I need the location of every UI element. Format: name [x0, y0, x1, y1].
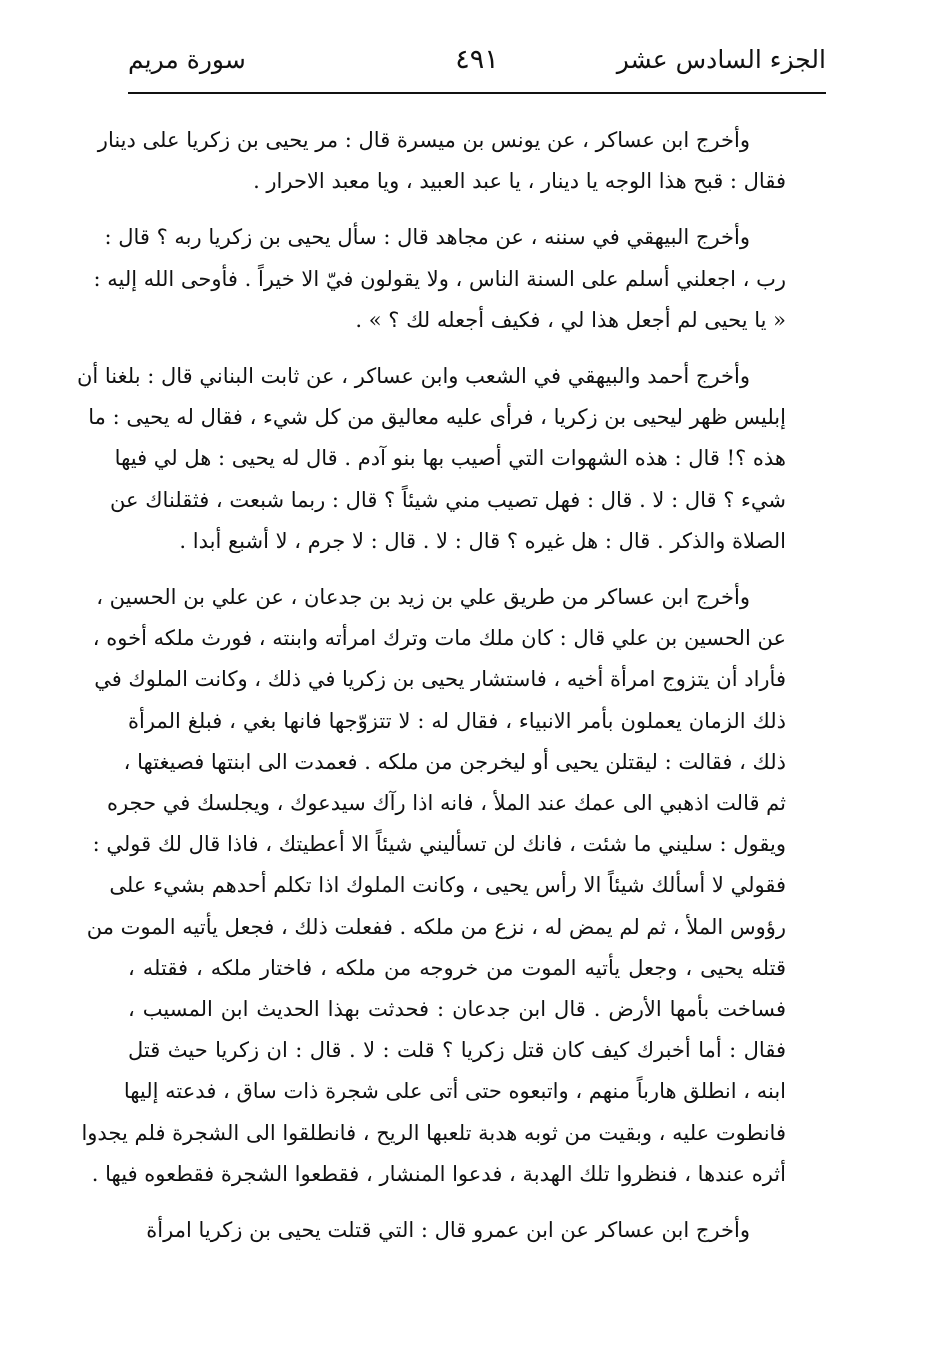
text-line: فأراد أن يتزوج امرأة أخيه ، فاستشار يحيى بن زكريا في ذلك ، وكانت الملوك في	[94, 667, 786, 692]
text-line: فقولي لا أسألك شيئاً الا رأس يحيى ، وكانت الملوك اذا تكلم أحدهم بشيء على	[109, 873, 786, 898]
text-line: ثم قالت اذهبي الى عمك عند الملأ ، فانه اذا رآك سيدعوك ، ويجلسك في حجره	[106, 791, 786, 816]
paragraph	[81, 577, 826, 1195]
page-body	[76, 120, 826, 1266]
page-header	[128, 40, 826, 90]
text-line: وأخرج ابن عساكر ، عن يونس بن ميسرة قال : مر يحيى بن زكريا على دينار	[97, 128, 750, 152]
text-line: قتله يحيى ، وجعل يأتيه الموت من خروجه من ملكه ، فاختار ملكه ، فقتله ،	[128, 955, 786, 980]
text-line: « يا يحيى لم أجعل هذا لي ، فكيف أجعله لك ؟ » .	[355, 307, 786, 332]
text-line: ذلك ، فقالت : ليقتلن يحيى أو ليخرجن من ملكه . فعمدت الى ابنتها فصيغتها ،	[123, 749, 786, 774]
text-line: وأخرج ابن عساكر من طريق علي بن زيد بن جدعان ، عن علي بن الحسين ،	[96, 585, 750, 610]
text-line: ويقول : سليني ما شئت ، فانك لن تسأليني شيئاً الا أعطيتك ، فاذا قال لك قولي :	[92, 832, 786, 857]
paragraph	[76, 356, 826, 562]
text-line: فانطوت عليه ، وبقيت من ثوبه هدبة تلعبها الريح ، فانطلقوا الى الشجرة فلم يجدوا	[81, 1120, 786, 1145]
header-rule	[128, 92, 826, 94]
text-line: فقال : أما أخبرك كيف كان قتل زكريا ؟ قلت : لا . قال : ان زكريا حيث قتل	[128, 1038, 786, 1063]
text-line: إبليس ظهر ليحيى بن زكريا ، فرأى عليه معاليق من كل شيء ، فقال له يحيى : ما	[88, 405, 786, 430]
text-line: عن الحسين بن علي قال : كان ملك مات وترك امرأته وابنته ، فورث ملكه أخوه ،	[92, 626, 786, 651]
text-line: شيء ؟ قال : لا . قال : فهل تصيب مني شيئاً ؟ قال : ربما شبعت ، فثقلناك عن	[110, 487, 786, 512]
paragraph	[128, 1210, 826, 1251]
text-line: فقال : قبح هذا الوجه يا دينار ، يا عبد العبيد ، ويا معبد الاحرار .	[253, 169, 786, 194]
text-line: أثره عندها ، فنظروا تلك الهدبة ، فدعوا المنشار ، فقطعوا الشجرة فقطعوه فيها .	[91, 1161, 786, 1186]
text-line: ابنه ، انطلق هارباً منهم ، واتبعوه حتى أتى على شجرة ذات ساق ، فدعته إليها	[123, 1079, 786, 1104]
text-line: الصلاة والذكر . قال : هل غيره ؟ قال : لا . قال : لا جرم ، لا أشبع أبدا .	[179, 528, 786, 553]
text-line: رب ، اجعلني أسلم على السنة الناس ، ولا يقولون فيّ الا خيراً . فأوحى الله إليه :	[93, 266, 786, 291]
text-line: وأخرج ابن عساكر عن ابن عمرو قال : التي قتلت يحيى بن زكريا امرأة	[146, 1218, 750, 1243]
text-line: رؤوس الملأ ، ثم لم يمض له ، نزع من ملكه . ففعلت ذلك ، فجعل يأتيه الموت من	[86, 914, 786, 939]
text-line: هذه ؟! قال : هذه الشهوات التي أصيب بها بنو آدم . قال له يحيى : هل لي فيها	[114, 446, 786, 471]
text-line: ذلك الزمان يعملون بأمر الانبياء ، فقال له : لا تتزوّجها فانها بغي ، فبلغ المرأة	[128, 708, 786, 733]
surah-title: سورة مريم	[128, 45, 246, 74]
text-line: فساخت بأمها الأرض . قال ابن جدعان : فحدثت بهذا الحديث ابن المسيب ،	[128, 997, 786, 1022]
text-line: وأخرج البيهقي في سننه ، عن مجاهد قال : سأل يحيى بن زكريا ربه ؟ قال :	[104, 225, 750, 250]
paragraph	[97, 120, 826, 202]
part-title: الجزء السادس عشر	[616, 45, 826, 74]
paragraph	[93, 217, 826, 341]
text-line: وأخرج أحمد والبيهقي في الشعب وابن عساكر ، عن ثابت البناني قال : بلغنا أن	[76, 364, 750, 389]
page-number: ٤٩١	[455, 44, 499, 75]
